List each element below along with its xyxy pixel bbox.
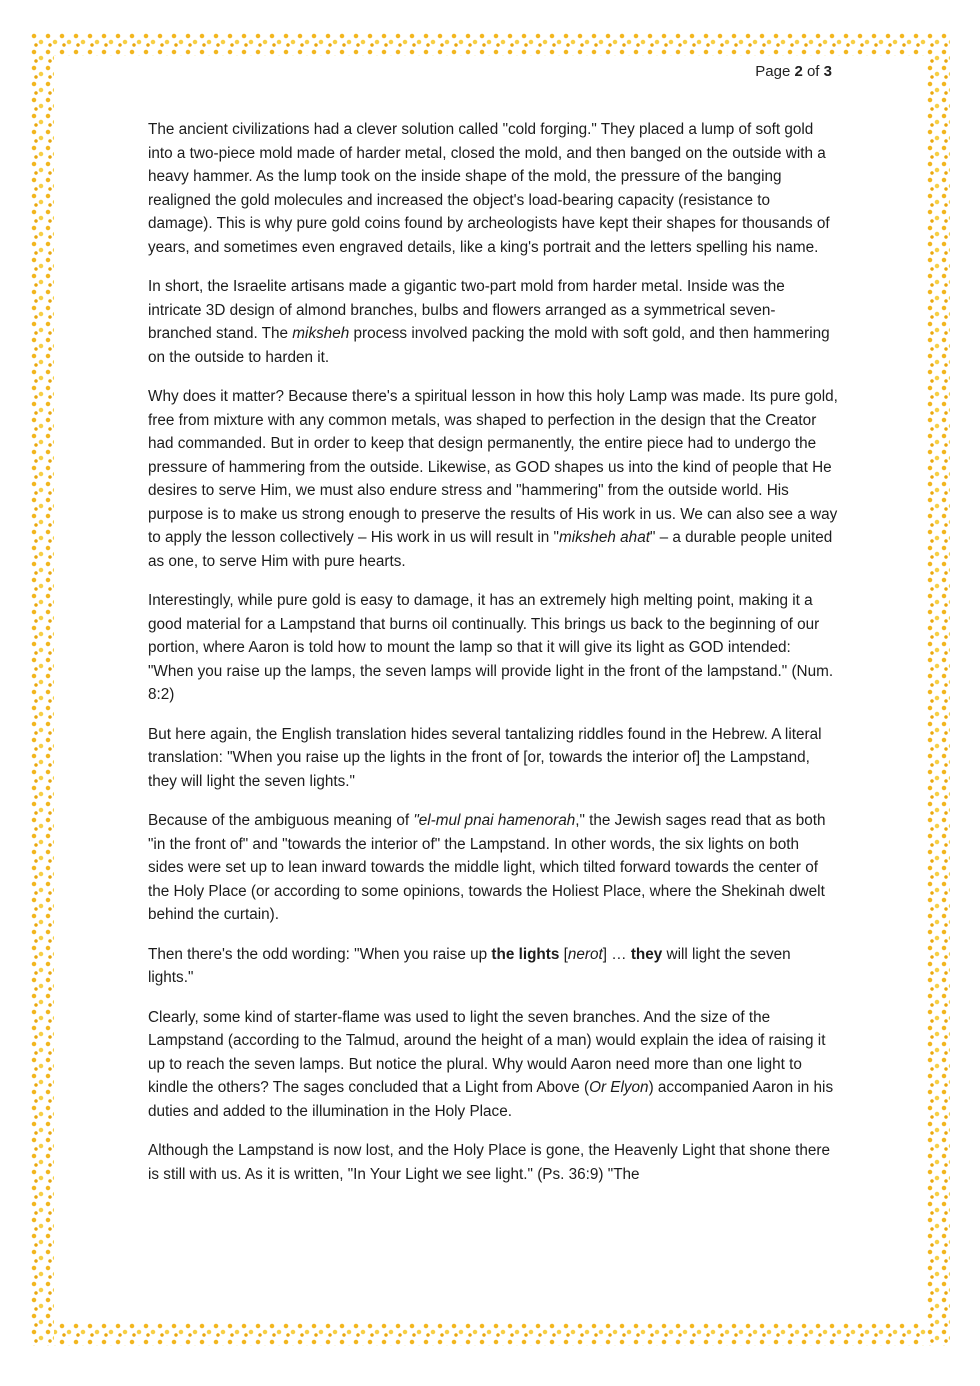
paragraph-7: Then there's the odd wording: "When you raise up the lights [nerot] … they will light the seven lights." [148, 945, 791, 986]
paragraph-4: Interestingly, while pure gold is easy to damage, it has an extremely high melting point, making it a good material for a Lampstand that burns oil continually. This brings us back to the beginning of our portion, where Aaron is told how to mount the lamp so that it will give its light as GOD intended: "When you raise up the lamps, the seven lamps will provide light in the front of the lampstand." (Num. 8:2) [148, 592, 834, 703]
page-current: 2 [794, 63, 803, 80]
body-text [148, 118, 838, 1202]
page-prefix: Page [755, 63, 795, 80]
paragraph-6: Because of the ambiguous meaning of "el-mul pnai hamenorah," the Jewish sages read that as both "in the front of" and "towards the interior of" the Lampstand. In other words, the six lights on both sides were set up to lean inward towards the middle light, which tilted forward towards the center of the Holy Place (or according to some opinions, towards the Holiest Place, where the Shekinah dwelt behind the curtain). [148, 812, 826, 923]
paragraph-9: Although the Lampstand is now lost, and the Holy Place is gone, the Heavenly Light that shone there is still with us. As it is written, "In Your Light we see light." (Ps. 36:9) "The [148, 1142, 830, 1183]
page-number [755, 63, 832, 80]
paragraph-2: In short, the Israelite artisans made a gigantic two-part mold from harder metal. Inside was the intricate 3D design of almond branches, bulbs and flowers arranged as a symmetrical seven-branched stand. The miksheh process involved packing the mold with soft gold, and then hammering on the outside to harden it. [148, 278, 830, 366]
paragraph-5: But here again, the English translation hides several tantalizing riddles found in the Hebrew. A literal translation: "When you raise up the lights in the front of [or, towards the interior of] the Lampstand, they will light the seven lights." [148, 725, 822, 790]
paragraph-3: Why does it matter? Because there's a spiritual lesson in how this holy Lamp was made. Its pure gold, free from mixture with any common metals, was shaped to perfection in the design that the Creator had commanded. But in order to keep that design permanently, the entire piece had to undergo the pressure of hammering from the outside. Likewise, as GOD shapes us into the kind of people that He desires to serve Him, we must also endure stress and "hammering" from the outside world. His purpose is to make us strong enough to preserve the results of His work in us. We can also see a way to apply the lesson collectively – His work in us will result in "miksheh ahat" – a durable people united as one, to serve Him with pure hearts. [148, 388, 838, 570]
decorative-border-right [926, 32, 950, 1346]
decorative-border-left [30, 32, 54, 1346]
decorative-border-top [30, 32, 950, 56]
page-total: 3 [823, 63, 832, 80]
paragraph-1: The ancient civilizations had a clever solution called "cold forging." They placed a lump of soft gold into a two-piece mold made of harder metal, closed the mold, and then banged on the outside with a heavy hammer. As the lump took on the inside shape of the mold, the pressure of the banging realigned the gold molecules and increased the object's load-bearing capacity (resistance to damage). This is why pure gold coins found by archeologists have kept their shapes for thousands of years, and sometimes even engraved details, like a king's portrait and the letters spelling his name. [148, 121, 830, 256]
decorative-border-bottom [30, 1322, 950, 1346]
page-separator: of [802, 63, 824, 80]
paragraph-8: Clearly, some kind of starter-flame was used to light the seven branches. And the size of the Lampstand (according to the Talmud, around the height of a man) would explain the idea of raising it up to reach the seven lamps. But notice the plural. Why would Aaron need more than one light to kindle the others? The sages concluded that a Light from Above (Or Elyon) accompanied Aaron in his duties and added to the illumination in the Holy Place. [148, 1008, 834, 1120]
